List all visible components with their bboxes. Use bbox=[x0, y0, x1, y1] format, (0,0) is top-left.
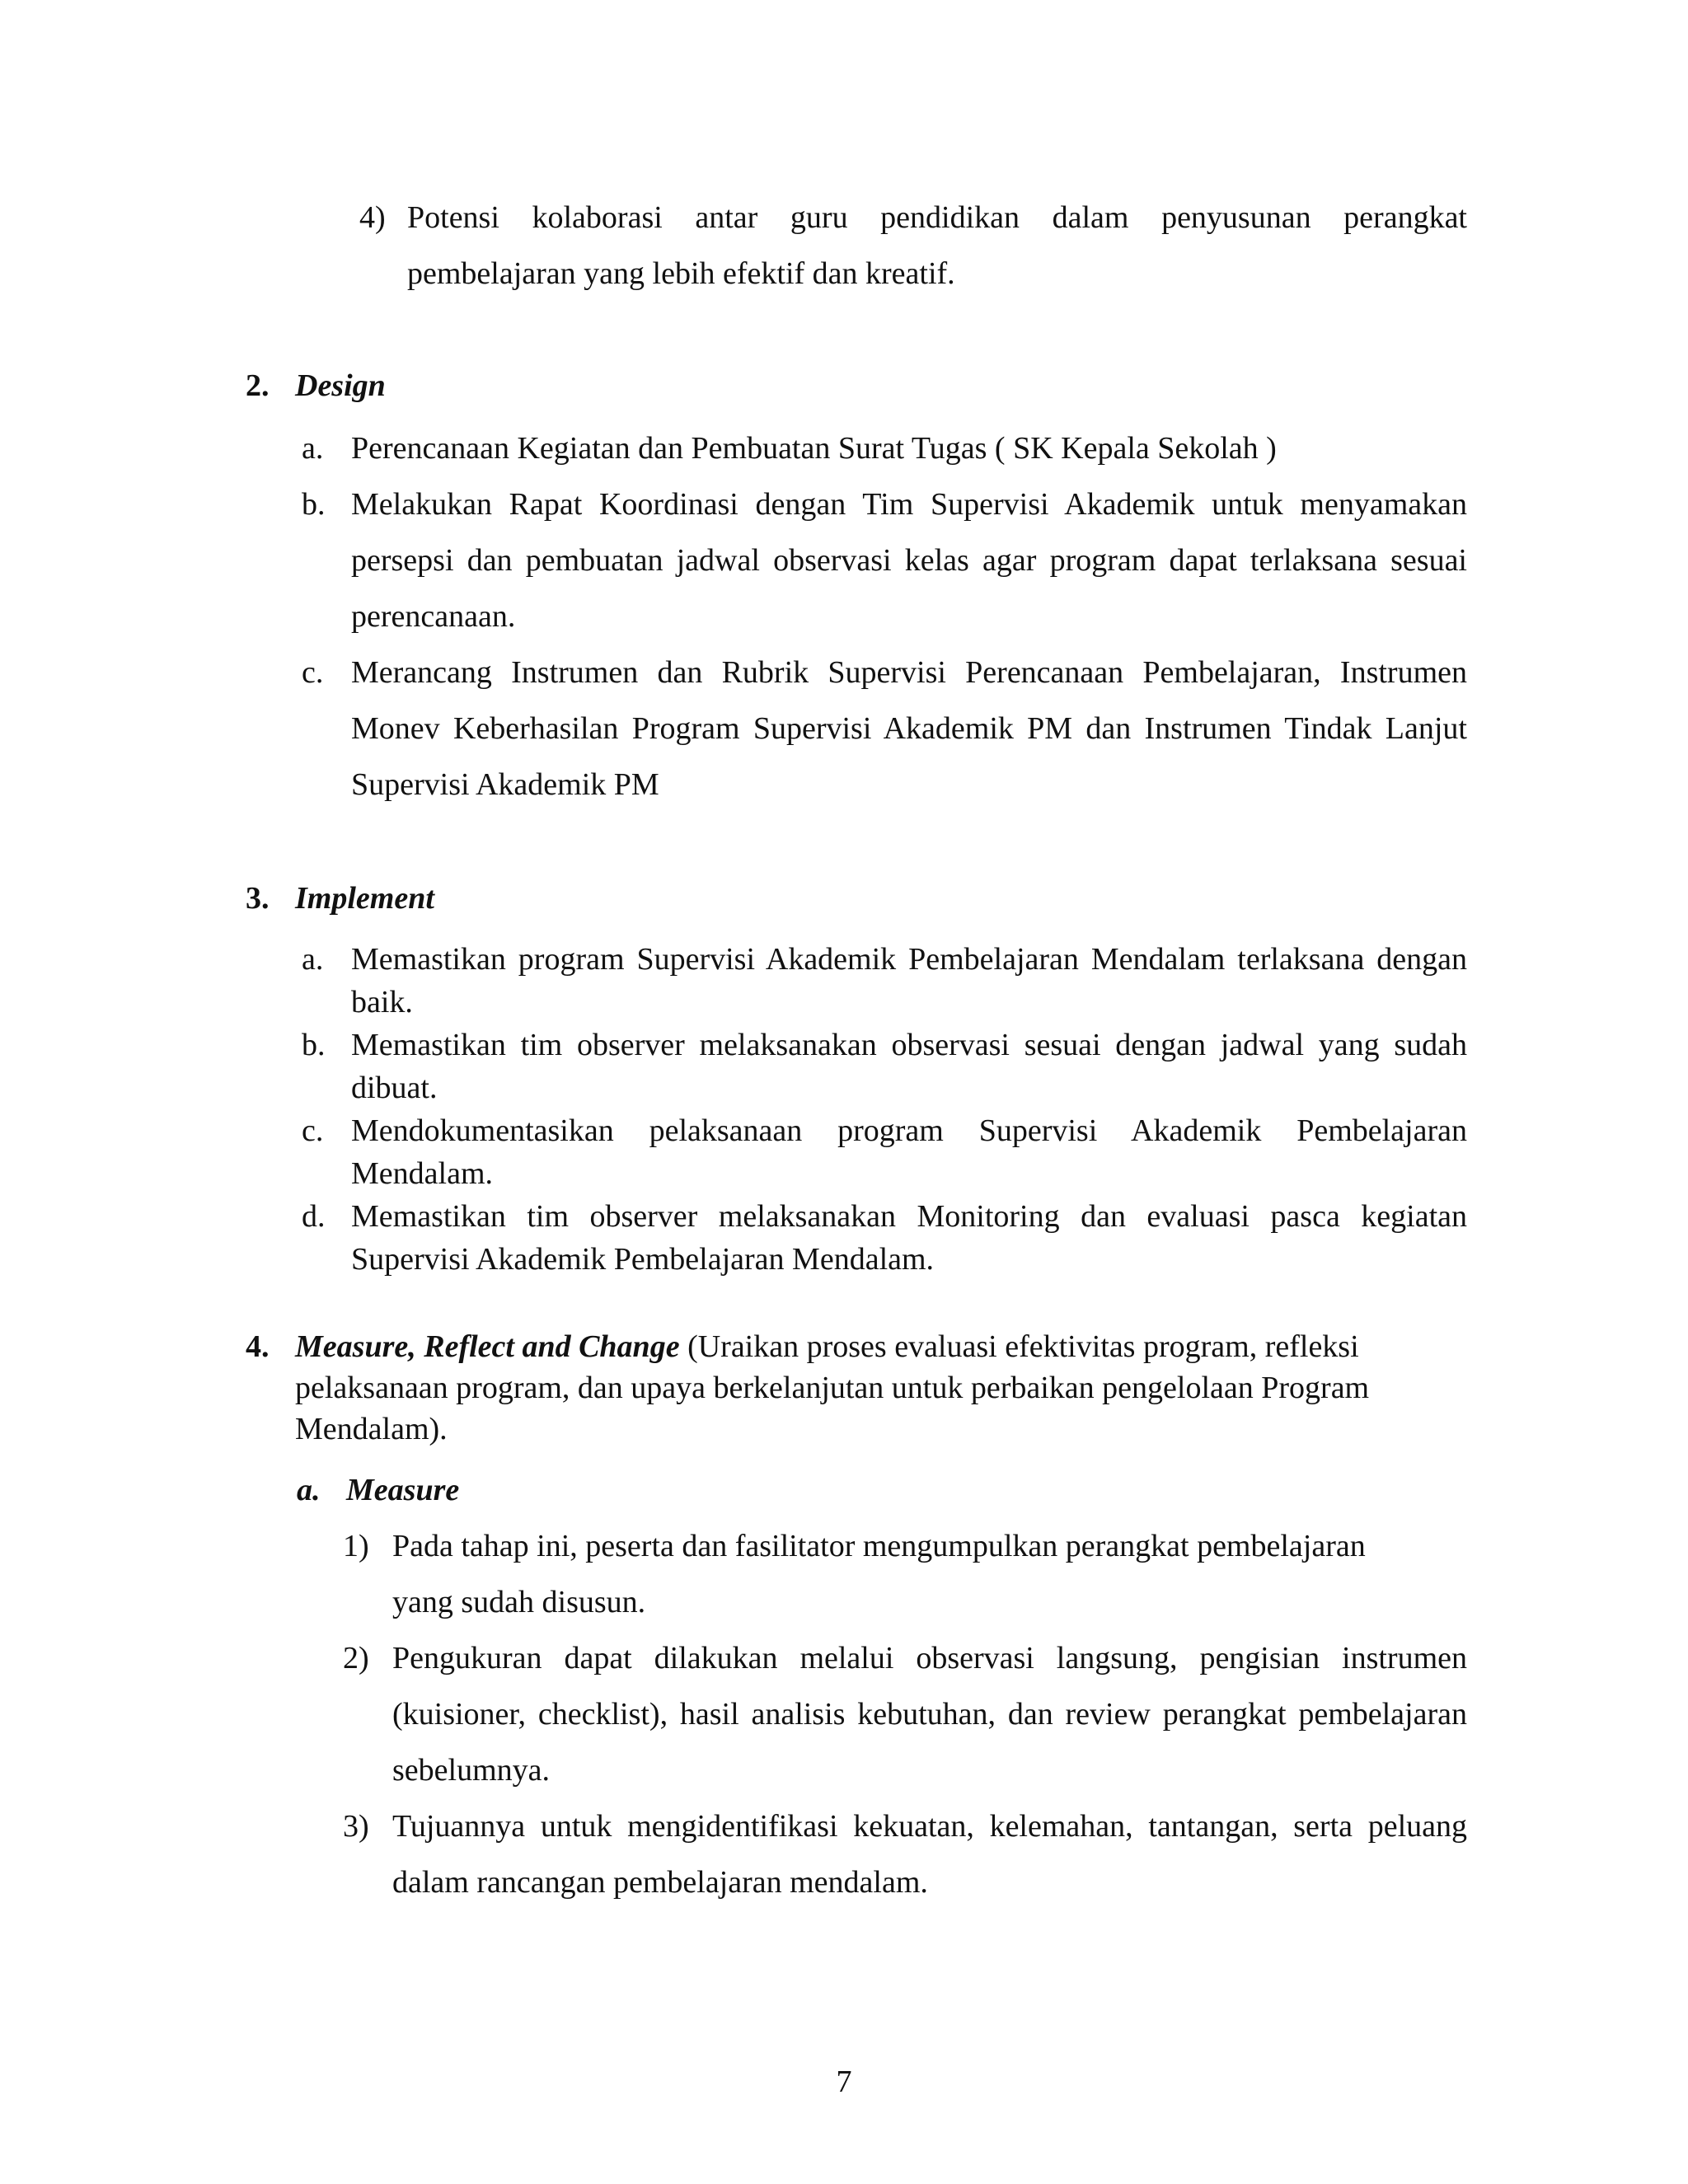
list-item-text: yang sudah disusun. bbox=[392, 1585, 646, 1619]
list-marker: 1) bbox=[343, 1529, 369, 1563]
section-intro-text: pelaksanaan program, dan upaya berkelanjutan untuk perbaikan pengelolaan Program bbox=[295, 1371, 1370, 1405]
list-marker: d. bbox=[302, 1199, 326, 1234]
section-number: 4. bbox=[246, 1329, 270, 1364]
section-number: 3. bbox=[246, 881, 270, 916]
list-marker: a. bbox=[302, 431, 324, 466]
list-marker: c. bbox=[302, 1113, 324, 1148]
list-marker: b. bbox=[302, 487, 326, 522]
list-marker: 3) bbox=[343, 1809, 369, 1844]
section-title: Design bbox=[295, 368, 386, 403]
page-number: 7 bbox=[836, 2064, 852, 2099]
list-item-text: Mendalam. bbox=[351, 1156, 494, 1191]
section-heading-line bbox=[295, 1327, 1359, 1366]
list-item-text: Tujuannya untuk mengidentifikasi kekuatan, kelemahan, tantangan, serta peluang bbox=[392, 1809, 1467, 1844]
list-marker: a. bbox=[302, 942, 324, 977]
list-item-text: Potensi kolaborasi antar guru pendidikan dalam penyusunan perangkat bbox=[407, 200, 1467, 235]
list-item-text: Memastikan program Supervisi Akademik Pembelajaran Mendalam terlaksana dengan bbox=[351, 942, 1467, 977]
subsection-title: Measure bbox=[346, 1473, 460, 1507]
list-item-text: perencanaan. bbox=[351, 599, 516, 634]
list-item-text: Melakukan Rapat Koordinasi dengan Tim Supervisi Akademik untuk menyamakan bbox=[351, 487, 1467, 522]
list-item-text: (kuisioner, checklist), hasil analisis kebutuhan, dan review perangkat pembelajaran bbox=[392, 1697, 1467, 1732]
list-item-text: dalam rancangan pembelajaran mendalam. bbox=[392, 1865, 928, 1900]
list-item-text: sebelumnya. bbox=[392, 1753, 551, 1788]
list-item-text: dibuat. bbox=[351, 1071, 438, 1105]
list-item-text: Memastikan tim observer melaksanakan Monitoring dan evaluasi pasca kegiatan bbox=[351, 1199, 1467, 1234]
list-item-text: Pengukuran dapat dilakukan melalui observasi langsung, pengisian instrumen bbox=[392, 1641, 1467, 1675]
list-item-text: Supervisi Akademik PM bbox=[351, 767, 659, 802]
section-intro-text: Mendalam). bbox=[295, 1412, 448, 1446]
list-marker: 2) bbox=[343, 1641, 369, 1675]
list-item-text: Merancang Instrumen dan Rubrik Supervisi Perencanaan Pembelajaran, Instrumen bbox=[351, 655, 1467, 690]
list-marker: c. bbox=[302, 655, 324, 690]
subsection-marker: a. bbox=[297, 1473, 321, 1507]
list-item-text: Memastikan tim observer melaksanakan observasi sesuai dengan jadwal yang sudah bbox=[351, 1028, 1467, 1062]
list-item-text: persepsi dan pembuatan jadwal observasi kelas agar program dapat terlaksana sesuai bbox=[351, 543, 1467, 578]
list-item-text: baik. bbox=[351, 985, 413, 1019]
list-marker: b. bbox=[302, 1028, 326, 1062]
list-item-text: Mendokumentasikan pelaksanaan program Supervisi Akademik Pembelajaran bbox=[351, 1113, 1467, 1148]
list-item-text: Monev Keberhasilan Program Supervisi Akademik PM dan Instrumen Tindak Lanjut bbox=[351, 711, 1467, 746]
section-number: 2. bbox=[246, 368, 270, 403]
section-title: Measure, Reflect and Change bbox=[295, 1329, 680, 1364]
list-item-text: Perencanaan Kegiatan dan Pembuatan Surat Tugas ( SK Kepala Sekolah ) bbox=[351, 431, 1277, 466]
list-item-text: Pada tahap ini, peserta dan fasilitator mengumpulkan perangkat pembelajaran bbox=[392, 1529, 1366, 1563]
list-marker: 4) bbox=[359, 200, 386, 235]
list-item-text: pembelajaran yang lebih efektif dan kreatif. bbox=[407, 256, 955, 291]
section-title: Implement bbox=[295, 881, 434, 916]
section-intro-text: (Uraikan proses evaluasi efektivitas program, refleksi bbox=[679, 1329, 1359, 1364]
list-item-text: Supervisi Akademik Pembelajaran Mendalam. bbox=[351, 1242, 935, 1277]
